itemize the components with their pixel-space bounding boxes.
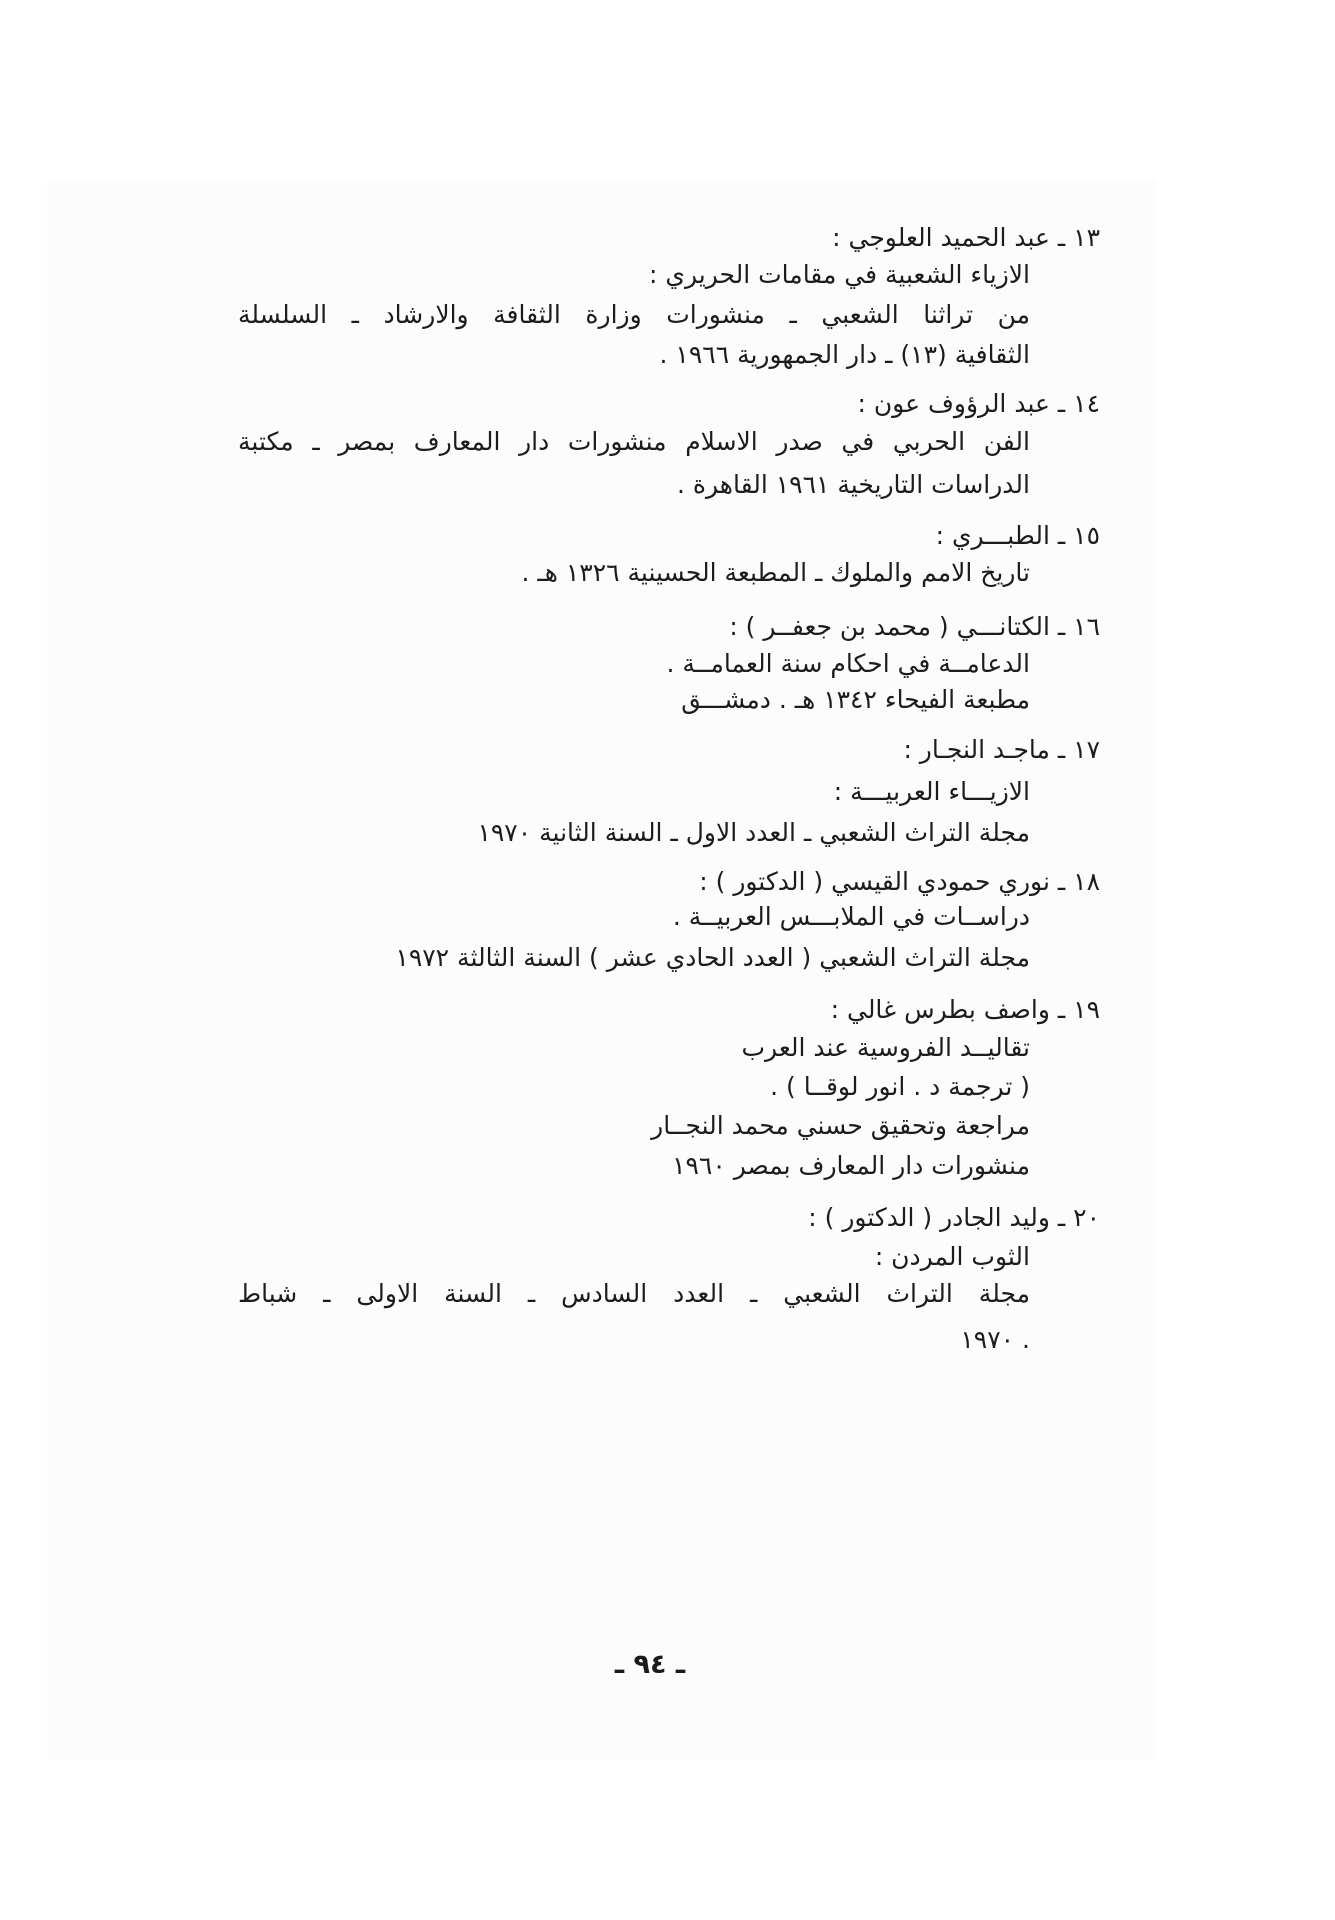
- entry-18-journal: مجلة التراث الشعبي ( العدد الحادي عشر ) السنة الثالثة ١٩٧٢: [395, 943, 1030, 972]
- entry-20-title: الثوب المردن :: [874, 1242, 1030, 1271]
- entry-13-title: الازياء الشعبية في مقامات الحريري :: [649, 260, 1030, 289]
- entry-15-heading: ١٥ ـ الطبـــري :: [935, 521, 1100, 550]
- entry-19-heading: ١٩ ـ واصف بطرس غالي :: [830, 995, 1100, 1024]
- entry-17-journal: مجلة التراث الشعبي ـ العدد الاول ـ السنة الثانية ١٩٧٠: [477, 818, 1030, 847]
- entry-17-title: الازيـــاء العربيـــة :: [833, 777, 1030, 806]
- entry-16-heading: ١٦ ـ الكتانـــي ( محمد بن جعفــر ) :: [729, 612, 1100, 641]
- entry-16-title: الدعامــة في احكام سنة العمامــة .: [666, 649, 1030, 678]
- entry-18-title: دراســات في الملابـــس العربيــة .: [672, 902, 1030, 931]
- entry-14-title: الفن الحربي في صدر الاسلام منشورات دار المعارف بمصر ـ مكتبة: [238, 427, 1030, 456]
- page-number: ـ ٩٤ ـ: [614, 1649, 686, 1680]
- entry-19-title: تقاليــد الفروسية عند العرب: [741, 1033, 1030, 1062]
- entry-19-publisher: منشورات دار المعارف بمصر ١٩٦٠: [672, 1151, 1030, 1180]
- entry-13-publisher: من تراثنا الشعبي ـ منشورات وزارة الثقافة والارشاد ـ السلسلة: [238, 300, 1030, 329]
- entry-14-series: الدراسات التاريخية ١٩٦١ القاهرة .: [676, 470, 1030, 499]
- entry-18-heading: ١٨ ـ نوري حمودي القيسي ( الدكتور ) :: [699, 867, 1100, 896]
- entry-14-heading: ١٤ ـ عبد الرؤوف عون :: [857, 389, 1100, 418]
- entry-19-translator: ( ترجمة د . انور لوقــا ) .: [770, 1072, 1030, 1101]
- entry-20-journal: مجلة التراث الشعبي ـ العدد السادس ـ السنة الاولى ـ شباط: [238, 1279, 1030, 1308]
- entry-13-heading: ١٣ ـ عبد الحميد العلوجي :: [832, 223, 1100, 252]
- entry-20-date: . ١٩٧٠: [960, 1325, 1030, 1354]
- entry-16-publisher: مطبعة الفيحاء ١٣٤٢ هـ . دمشـــق: [681, 685, 1030, 714]
- entry-15-title: تاريخ الامم والملوك ـ المطبعة الحسينية ١٣٢٦ هـ .: [521, 558, 1030, 587]
- entry-20-heading: ٢٠ ـ وليد الجادر ( الدكتور ) :: [808, 1203, 1100, 1232]
- entry-19-review: مراجعة وتحقيق حسني محمد النجــار: [651, 1111, 1030, 1140]
- entry-13-series: الثقافية (١٣) ـ دار الجمهورية ١٩٦٦ .: [659, 340, 1030, 369]
- entry-17-heading: ١٧ ـ ماجـد النجـار :: [903, 735, 1100, 764]
